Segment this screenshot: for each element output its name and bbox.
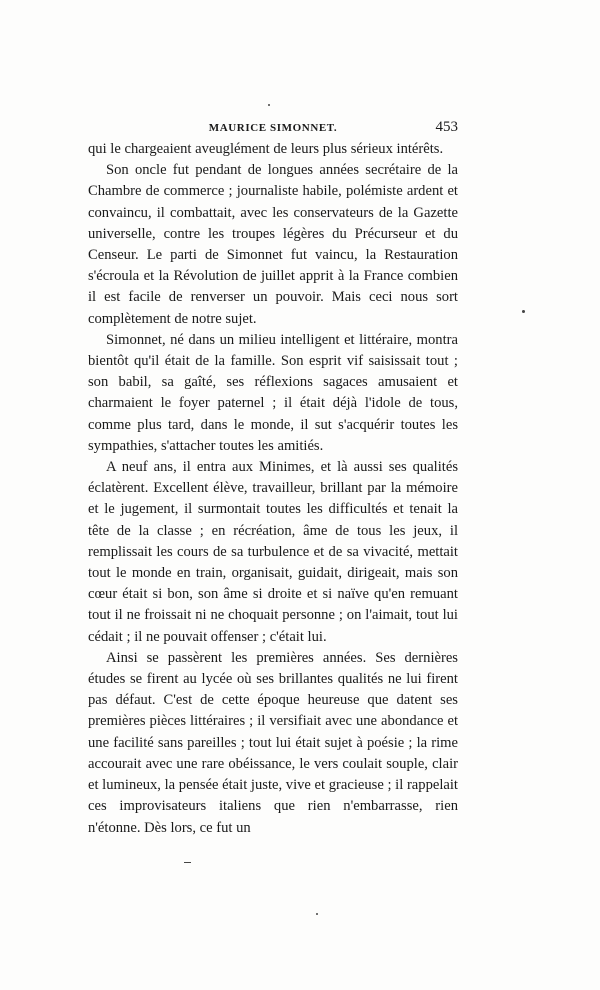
paragraph-minimes: A neuf ans, il entra aux Minimes, et là aussi ses qualités éclatèrent. Excellent élève, travailleur, brillant par la mémoire et le jugement, il surmontait toutes les difficultés et tenait la tête de la classe ; en récréation, âme de tous les jeux, il remplissait les cours de sa turbulence et de sa vivacité, mettait tout le monde en train, organisait, guidait, dirigeait, mais son cœur était si bon, son âme si droite et si naïve qu'en remuant tout il ne froissait ni ne choquait personne ; on l'aimait, tout lui cédait ; il ne pouvait offenser ; c'était lui. [88,459,458,645]
print-speck [522,310,525,313]
running-title: MAURICE SIMONNET. [208,122,338,134]
running-head [88,119,458,139]
paragraph-childhood: Simonnet, né dans un milieu intelligent et littéraire, montra bientôt qu'il était de la famille. Son esprit vif saisissait tout ; son babil, sa gaîté, ses réflexions sagaces amusaient et charmaient le foyer paternel ; il était déjà l'idole de tous, comme plus tard, dans le monde, il sut s'acquérir toutes les sympathies, s'attacher toutes les amitiés. [88,331,458,454]
body-text [88,139,458,839]
page-number: 453 [435,119,458,135]
paragraph-lycee: Ainsi se passèrent les premières années. Ses dernières études se firent au lycée où ses brillantes qualités ne lui firent pas défaut. C'est de cette époque heureuse que datent ses premières pièces littéraires ; il versifiait avec une abondance et une facilité sans pareilles ; tout lui était sujet à poésie ; la rime accourait avec une rare obéissance, le vers coulait souple, clair et lumineux, la pensée était juste, vive et gracieuse ; il rappelait ces improvisateurs italiens que rien n'embarrasse, rien n'étonne. Dès lors, ce fut un [88,649,458,836]
paragraph-continuation: qui le chargeaient aveuglément de leurs plus sérieux intérêts. [88,141,444,157]
print-speck [184,862,191,863]
paragraph-uncle: Son oncle fut pendant de longues années secrétaire de la Chambre de commerce ; journaliste habile, polémiste ardent et convaincu, il combattait, avec les conservateurs de la Gazette universelle, contre les troupes légères du Précurseur et du Censeur. Le parti de Simonnet fut vaincu, la Restauration s'écroula et la Révolution de juillet apprit à la France combien il est facile de renverser un pouvoir. Mais ceci nous sort complètement de notre sujet. [88,162,458,327]
print-speck [268,104,270,106]
print-speck [316,913,318,915]
